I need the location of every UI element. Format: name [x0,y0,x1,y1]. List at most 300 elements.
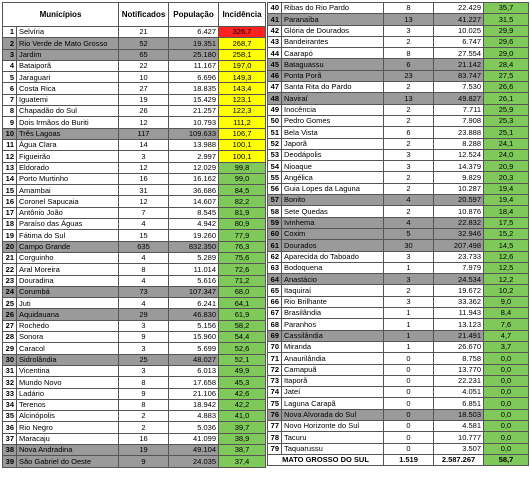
incidence-value: 12,5 [484,262,529,273]
row-number: 64 [268,274,282,285]
header-populacao: População [169,3,219,27]
population: 14.607 [169,196,219,207]
population: 21.257 [169,106,219,117]
row-number: 12 [3,151,17,162]
population: 7.530 [434,82,484,93]
population: 33.362 [434,296,484,307]
notified-count: 0 [384,420,434,431]
incidence-value: 72,6 [219,264,266,275]
notified-count: 19 [119,94,169,105]
incidence-value: 7,6 [484,319,529,330]
population: 13.988 [169,139,219,150]
table-row [268,285,529,296]
table-row [268,195,529,206]
table-row [268,420,529,431]
notified-count: 1 [384,262,434,273]
incidence-value: 123,1 [219,94,266,105]
incidence-value: 29,9 [484,25,529,36]
row-number: 20 [3,241,17,252]
row-number: 19 [3,230,17,241]
population: 16.162 [169,173,219,184]
population: 8.545 [169,207,219,218]
notified-count: 2 [384,138,434,149]
population: 18.503 [434,409,484,420]
incidence-value: 106,7 [219,128,266,139]
notified-count: 3 [119,320,169,331]
notified-count: 12 [119,162,169,173]
notified-count: 65 [119,49,169,60]
municipality-name: Deodápolis [282,149,384,160]
row-number: 54 [268,161,282,172]
notified-count: 6 [384,127,434,138]
municipality-name: Sonora [17,332,119,343]
incidence-value: 14,5 [484,240,529,251]
municipality-name: Ribas do Rio Pardo [282,3,384,14]
population: 7.711 [434,104,484,115]
municipality-name: Novo Horizonte do Sul [282,420,384,431]
notified-count: 27 [119,83,169,94]
table-row [268,387,529,398]
incidence-value: 81,9 [219,207,266,218]
incidence-value: 38,9 [219,433,266,444]
incidence-value: 52,1 [219,354,266,365]
notified-count: 2 [384,115,434,126]
row-number: 29 [3,343,17,354]
row-number: 73 [268,375,282,386]
incidence-value: 0,0 [484,432,529,443]
notified-count: 4 [384,195,434,206]
notified-count: 4 [119,252,169,263]
population: 5.699 [169,343,219,354]
table-row [268,262,529,273]
population: 10.777 [434,432,484,443]
row-number: 23 [3,275,17,286]
row-number: 69 [268,330,282,341]
table-row [268,82,529,93]
municipality-name: Jateí [282,387,384,398]
notified-count: 3 [119,151,169,162]
row-number: 71 [268,353,282,364]
table-row [268,172,529,183]
table-row [268,409,529,420]
incidence-value: 15,2 [484,228,529,239]
table-row [268,240,529,251]
municipality-name: Amambai [17,185,119,196]
table-row [268,375,529,386]
population: 49.827 [434,93,484,104]
municipality-name: Fátima do Sul [17,230,119,241]
incidence-value: 19,4 [484,195,529,206]
population: 19.672 [434,285,484,296]
incidence-value: 25,1 [484,127,529,138]
notified-count: 21 [119,27,169,38]
incidence-value: 25,9 [484,104,529,115]
row-number: 18 [3,219,17,230]
municipality-name: Água Clara [17,139,119,150]
population: 12.029 [169,162,219,173]
notified-count: 3 [384,274,434,285]
notified-count: 0 [384,364,434,375]
incidence-value: 0,0 [484,387,529,398]
table-row [3,219,266,230]
table-row [3,139,266,150]
notified-count: 73 [119,286,169,297]
table-row [268,183,529,194]
notified-count: 31 [119,185,169,196]
table-row [3,411,266,422]
notified-count: 8 [384,48,434,59]
population: 41.227 [434,14,484,25]
notified-count: 1 [384,341,434,352]
table-row [268,274,529,285]
municipality-name: Chapadão do Sul [17,106,119,117]
table-row [268,296,529,307]
municipality-name: Laguna Carapã [282,398,384,409]
incidence-value: 45,3 [219,377,266,388]
municipality-name: Taquarussu [282,443,384,454]
population: 46.830 [169,309,219,320]
municipality-name: Ladário [17,388,119,399]
notified-count: 2 [119,411,169,422]
table-row [268,25,529,36]
row-number: 9 [3,117,17,128]
row-number: 61 [268,240,282,251]
notified-count: 3 [384,25,434,36]
row-number: 75 [268,398,282,409]
population: 5.289 [169,252,219,263]
incidence-value: 20,3 [484,172,529,183]
row-number: 38 [3,444,17,455]
population: 24.035 [169,456,219,467]
population: 10.025 [434,25,484,36]
population: 11.014 [169,264,219,275]
notified-count: 4 [119,298,169,309]
row-number: 45 [268,59,282,70]
table-row [268,251,529,262]
municipality-name: Maracaju [17,433,119,444]
row-number: 17 [3,207,17,218]
population: 26.670 [434,341,484,352]
row-number: 43 [268,36,282,47]
table-row [268,48,529,59]
population: 41.099 [169,433,219,444]
population: 7.979 [434,262,484,273]
population: 5.616 [169,275,219,286]
right-rows [268,3,529,455]
incidence-value: 9,0 [484,296,529,307]
population: 5.036 [169,422,219,433]
row-number: 68 [268,319,282,330]
table-row [268,161,529,172]
row-number: 36 [3,422,17,433]
incidence-value: 77,9 [219,230,266,241]
row-number: 51 [268,127,282,138]
notified-count: 2 [384,104,434,115]
table-row [3,241,266,252]
row-number: 63 [268,262,282,273]
municipality-name: Cassilândia [282,330,384,341]
table-row [3,309,266,320]
population: 10.793 [169,117,219,128]
incidence-value: 26,6 [484,82,529,93]
incidence-value: 0,0 [484,420,529,431]
incidence-value: 12,2 [484,274,529,285]
notified-count: 29 [119,309,169,320]
population: 4.581 [434,420,484,431]
incidence-value: 24,1 [484,138,529,149]
municipality-name: Anaurilândia [282,353,384,364]
incidence-value: 0,0 [484,398,529,409]
incidence-value: 0,0 [484,375,529,386]
municipality-name: Guia Lopes da Laguna [282,183,384,194]
population: 8.288 [434,138,484,149]
population: 6.241 [169,298,219,309]
population: 207.498 [434,240,484,251]
table-row [268,36,529,47]
table-row [3,207,266,218]
incidence-value: 17,5 [484,217,529,228]
population: 107.347 [169,286,219,297]
incidence-value: 26,1 [484,93,529,104]
incidence-value: 76,3 [219,241,266,252]
incidence-value: 27,5 [484,70,529,81]
incidence-value: 24,0 [484,149,529,160]
row-number: 30 [3,354,17,365]
incidence-report [2,2,528,496]
total-label: MATO GROSSO DO SUL [268,454,384,465]
row-number: 40 [268,3,282,14]
municipality-name: Nova Alvorada do Sul [282,409,384,420]
population: 6.013 [169,365,219,376]
table-row [3,173,266,184]
row-number: 21 [3,252,17,263]
incidence-value: 149,3 [219,72,266,83]
row-number: 79 [268,443,282,454]
row-number: 48 [268,93,282,104]
notified-count: 0 [384,353,434,364]
population: 10.876 [434,206,484,217]
municipality-name: Selvíria [17,27,119,38]
incidence-value: 84,5 [219,185,266,196]
population: 19.260 [169,230,219,241]
municipality-name: Bodoquena [282,262,384,273]
population: 21.491 [434,330,484,341]
table-row [268,364,529,375]
population: 17.658 [169,377,219,388]
population: 23.733 [434,251,484,262]
row-number: 60 [268,228,282,239]
table-row [3,320,266,331]
notified-count: 0 [384,375,434,386]
incidence-value: 28,4 [484,59,529,70]
row-number: 22 [3,264,17,275]
table-row [3,399,266,410]
incidence-value: 0,0 [484,409,529,420]
municipality-name: Nova Andradina [17,444,119,455]
table-row [3,128,266,139]
left-rows [3,27,266,468]
table-row [268,59,529,70]
incidence-value: 18,4 [484,206,529,217]
municipality-name: Glória de Dourados [282,25,384,36]
notified-count: 2 [384,36,434,47]
header-incidencia: Incidência [219,3,266,27]
municipality-name: Coronel Sapucaia [17,196,119,207]
population: 23.888 [434,127,484,138]
incidence-value: 3,7 [484,341,529,352]
population: 832.350 [169,241,219,252]
population: 6.747 [434,36,484,47]
incidence-value: 122,3 [219,106,266,117]
municipality-name: Anastácio [282,274,384,285]
population: 20.597 [434,195,484,206]
notified-count: 23 [384,70,434,81]
table-row [268,330,529,341]
notified-count: 8 [384,3,434,14]
table-row [3,275,266,286]
incidence-value: 39,7 [219,422,266,433]
population: 12.524 [434,149,484,160]
municipality-table-left [2,2,266,468]
municipality-name: Bataiporã [17,60,119,71]
population: 8.758 [434,353,484,364]
row-number: 65 [268,285,282,296]
notified-count: 2 [119,422,169,433]
municipality-name: Douradina [17,275,119,286]
table-row [3,377,266,388]
population: 109.633 [169,128,219,139]
row-number: 14 [3,173,17,184]
notified-count: 2 [384,82,434,93]
notified-count: 1 [384,330,434,341]
municipality-name: Camapuã [282,364,384,375]
municipality-name: Paranhos [282,319,384,330]
table-row [3,456,266,467]
row-number: 41 [268,14,282,25]
incidence-value: 100,1 [219,151,266,162]
municipality-name: Mundo Novo [17,377,119,388]
row-number: 26 [3,309,17,320]
population: 15.960 [169,332,219,343]
incidence-value: 10,2 [484,285,529,296]
incidence-value: 99,8 [219,162,266,173]
municipality-name: Rio Negro [17,422,119,433]
table-row [3,433,266,444]
row-number: 70 [268,341,282,352]
municipality-name: Bataguassu [282,59,384,70]
municipality-name: Ponta Porã [282,70,384,81]
table-row [3,388,266,399]
incidence-value: 4,7 [484,330,529,341]
table-row [268,228,529,239]
row-number: 42 [268,25,282,36]
notified-count: 25 [119,354,169,365]
municipality-name: Aquidauana [17,309,119,320]
incidence-value: 35,7 [484,3,529,14]
row-number: 57 [268,195,282,206]
row-number: 74 [268,387,282,398]
incidence-value: 54,4 [219,332,266,343]
notified-count: 2 [384,285,434,296]
row-number: 7 [3,94,17,105]
municipality-name: Vicentina [17,365,119,376]
table-row [268,341,529,352]
incidence-value: 68,0 [219,286,266,297]
table-row [3,83,266,94]
table-row [268,149,529,160]
incidence-value: 0,0 [484,364,529,375]
table-row [268,93,529,104]
notified-count: 0 [384,432,434,443]
municipality-name: Aparecida do Taboado [282,251,384,262]
incidence-value: 29,0 [484,48,529,59]
municipality-name: Aral Moreira [17,264,119,275]
municipality-name: Campo Grande [17,241,119,252]
table-row [3,38,266,49]
row-number: 39 [3,456,17,467]
municipality-name: Santa Rita do Pardo [282,82,384,93]
table-row [3,230,266,241]
municipality-name: Paranaíba [282,14,384,25]
table-row [268,127,529,138]
row-number: 35 [3,411,17,422]
municipality-name: Angélica [282,172,384,183]
population: 15.429 [169,94,219,105]
table-row [3,343,266,354]
table-row [268,353,529,364]
municipality-name: Nioaque [282,161,384,172]
population: 10.287 [434,183,484,194]
table-row [3,60,266,71]
table-header [3,3,266,27]
row-number: 72 [268,364,282,375]
incidence-value: 197,0 [219,60,266,71]
notified-count: 15 [119,230,169,241]
table-row [3,196,266,207]
population: 21.106 [169,388,219,399]
population: 49.104 [169,444,219,455]
population: 6.851 [434,398,484,409]
incidence-value: 99,0 [219,173,266,184]
municipality-name: Caarapó [282,48,384,59]
population: 9.829 [434,172,484,183]
table-row [268,3,529,14]
municipality-name: Terenos [17,399,119,410]
notified-count: 12 [119,117,169,128]
population: 27.554 [434,48,484,59]
municipality-name: Rio Brilhante [282,296,384,307]
row-number: 34 [3,399,17,410]
row-number: 47 [268,82,282,93]
incidence-value: 80,9 [219,219,266,230]
population: 36.686 [169,185,219,196]
table-row [268,443,529,454]
notified-count: 13 [384,93,434,104]
municipality-name: Brasilândia [282,308,384,319]
municipality-name: Bandeirantes [282,36,384,47]
notified-count: 26 [119,106,169,117]
population: 5.156 [169,320,219,331]
notified-count: 3 [384,296,434,307]
table-row [268,398,529,409]
notified-count: 2 [384,206,434,217]
municipality-name: Caracol [17,343,119,354]
row-number: 59 [268,217,282,228]
notified-count: 12 [119,196,169,207]
population: 6.427 [169,27,219,38]
incidence-value: 37,4 [219,456,266,467]
municipality-name: Antônio João [17,207,119,218]
